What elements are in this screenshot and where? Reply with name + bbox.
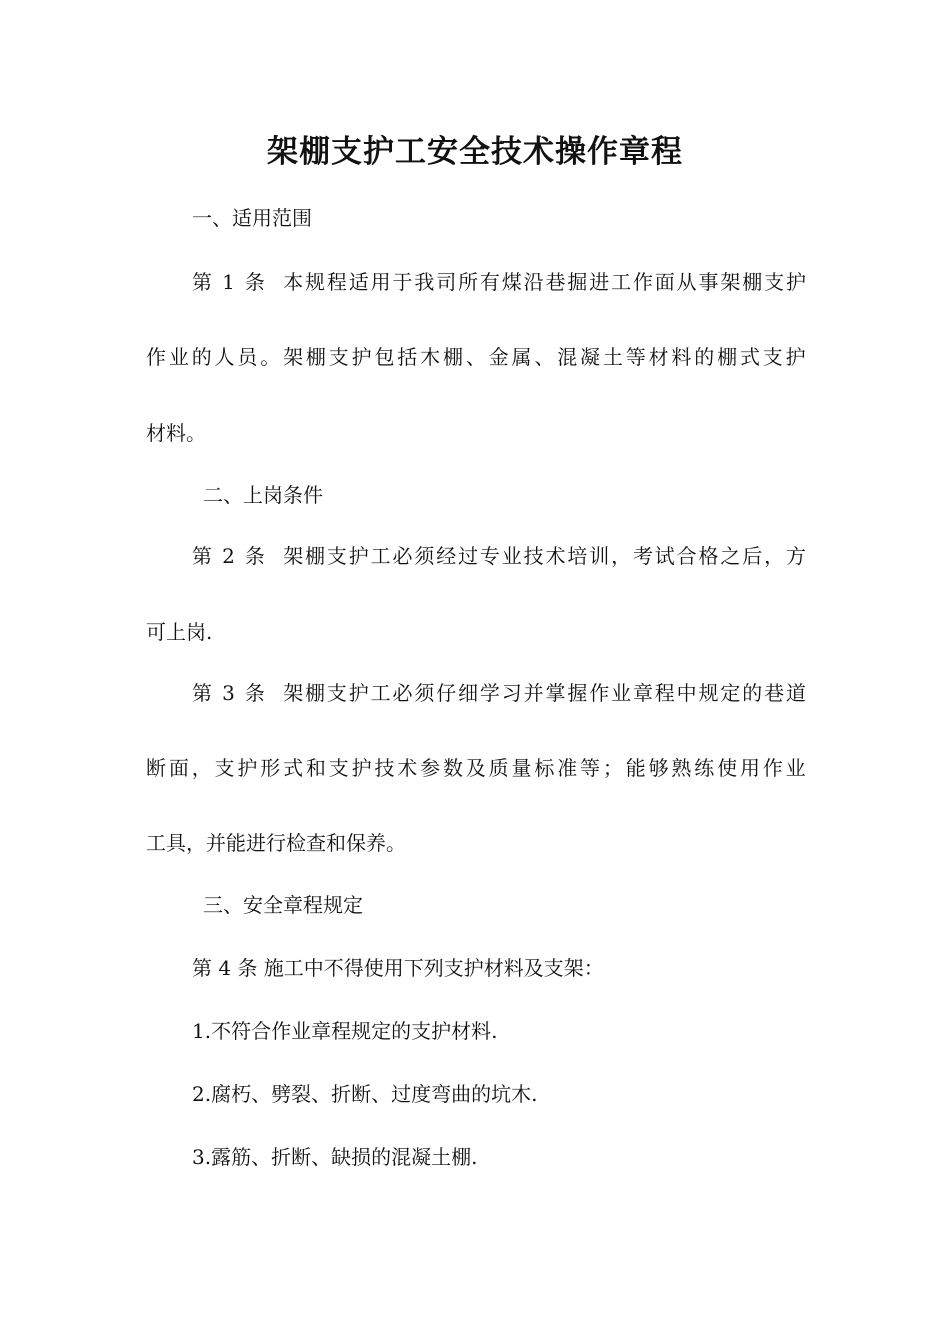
- section-heading: 三、安全章程规定: [203, 893, 363, 917]
- article-line: 断 面 ， 支 护 形 式 和 支 护 技 术 参 数 及 质 量 标 准 等 ； 能 够 熟 练 使 用 作 业: [146, 756, 806, 780]
- article-line: 第 2 条 架 棚 支 护 工 必 须 经 过 专 业 技 术 培 训 ， 考 试 合 格 之 后 ， 方: [192, 544, 806, 568]
- list-item: 3.露筋、折断、缺损的混凝土棚.: [192, 1145, 478, 1169]
- article-line: 第 3 条 架 棚 支 护 工 必 须 仔 细 学 习 并 掌 握 作 业 章 程 中 规 定 的 巷 道: [192, 681, 806, 705]
- article-line: 工具，并能进行检查和保养。: [146, 831, 406, 855]
- article-line: 第 1 条 本 规 程 适 用 于 我 司 所 有 煤 沿 巷 掘 进 工 作 面 从 事 架 棚 支 护: [192, 270, 806, 294]
- article-line: 第 4 条 施工中不得使用下列支护材料及支架：: [192, 956, 604, 980]
- article-line: 作 业 的 人 员 。 架 棚 支 护 包 括 木 棚 、 金 属 、 混 凝 土 等 材 料 的 棚 式 支 护: [146, 345, 806, 369]
- list-item: 1.不符合作业章程规定的支护材料.: [192, 1019, 498, 1043]
- section-heading: 二、上岗条件: [203, 483, 323, 507]
- section-heading: 一、适用范围: [192, 206, 312, 230]
- list-item: 2.腐朽、劈裂、折断、过度弯曲的坑木.: [192, 1082, 538, 1106]
- article-line: 材料。: [146, 421, 206, 445]
- document-title: 架棚支护工安全技术操作章程: [267, 134, 683, 170]
- article-line: 可上岗.: [146, 620, 213, 644]
